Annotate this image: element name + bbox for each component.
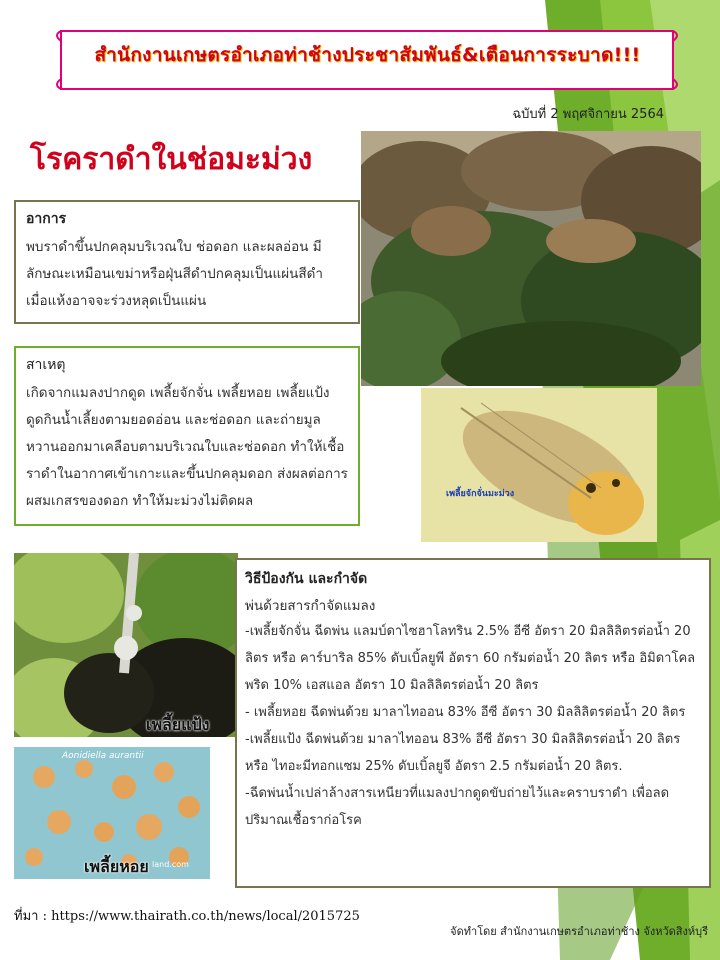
prevention-item-wash: -ฉีดพ่นน้ำเปล่าล้างสารเหนียวที่แมลงปากดูดขับถ่ายไว้และคราบราดำ เพื่อลดปริมาณเชื้อราก่อโรค (245, 786, 670, 828)
cause-heading: สาเหตุ (26, 357, 66, 373)
symptoms-box (14, 200, 360, 324)
cause-body: เกิดจากแมลงปากดูด เพลี้ยจักจั่น เพลี้ยหอย เพลี้ยแป้ง ดูดกินน้ำเลี้ยงตามยอดอ่อน และช่อดอก และถ่ายมูลหวานออกมาเคลือบตามบริเวณใบและช่อดอก ทำให้เชื้อราดำในอากาศเข้าเกาะและขึ้นปกคลุมดอก ส่งผลต่อการผสมเกสรของดอก ทำให้มะม่วงไม่ติดผล (26, 385, 348, 509)
mealybug-caption: เพลี้ยแป้ง (146, 715, 210, 734)
main-title: โรคราดำในช่อมะม่วง (30, 142, 313, 177)
prevention-item-mealybug: -เพลี้ยแป้ง ฉีดพ่นด้วย มาลาไทออน 83% อีซี อัตรา 30 มิลลิลิตรต่อน้ำ 20 ลิตร หรือ ไทอะมีทอกแซม 25% ดับเบิ้ลยูจี อัตรา 2.5 กรัมต่อน้ำ 20 ลิตร. (245, 732, 681, 774)
scale-watermark: Aonidiella aurantii (62, 751, 144, 761)
prevention-heading: วิธีป้องกัน และกำจัด (245, 571, 368, 587)
leafhopper-photo (421, 388, 657, 542)
scale-caption: เพลี้ยหอย (84, 857, 149, 876)
mango-tree-photo (361, 131, 701, 386)
symptoms-heading: อาการ (26, 211, 67, 227)
issue-date: ฉบับที่ 2 พฤศจิกายน 2564 (512, 107, 664, 122)
symptoms-body: พบราดำขึ้นปกคลุมบริเวณใบ ช่อดอก และผลอ่อน มีลักษณะเหมือนเขม่าหรือฝุ่นสีดำปกคลุมเป็นแผ่นสีดำ เมื่อแห้งอาจจะร่วงหลุดเป็นแผ่น (26, 239, 323, 309)
prevention-subheading: พ่นด้วยสารกำจัดแมลง (245, 598, 376, 614)
cause-box (14, 346, 360, 526)
mealybug-photo (14, 553, 238, 737)
prevention-box (235, 558, 711, 888)
prevention-item-scale: - เพลี้ยหอย ฉีดพ่นด้วย มาลาไทออน 83% อีซี อัตรา 30 มิลลิลิตรต่อน้ำ 20 ลิตร (245, 705, 686, 720)
prevention-item-leafhopper: -เพลี้ยจักจั่น ฉีดพ่น แลมบ์ดาไซฮาโลทริน 2.5% อีซี อัตรา 20 มิลลิลิตรต่อน้ำ 20 ลิตร หรือ คาร์บาริล 85% ดับเบิ้ลยูพี อัตรา 60 กรัมต่อน้ำ 20 ลิตร หรือ อิมิดาโคลพริด 10% เอสแอล อัตรา 10 มิลลิลิตรต่อน้ำ 20 ลิตร (245, 624, 696, 693)
source-text: ที่มา : https://www.thairath.co.th/news/local/2015725 (14, 909, 360, 924)
credit-text: จัดทำโดย สำนักงานเกษตรอำเภอท่าช้าง จังหวัดสิงห์บุรี (450, 925, 708, 938)
leafhopper-caption: เพลี้ยจักจั่นมะม่วง (446, 489, 515, 499)
banner-title: สำนักงานเกษตรอำเภอท่าช้างประชาสัมพันธ์&เตือนการระบาด!!! (94, 44, 641, 66)
scale-site-watermark: land.com (152, 860, 189, 869)
